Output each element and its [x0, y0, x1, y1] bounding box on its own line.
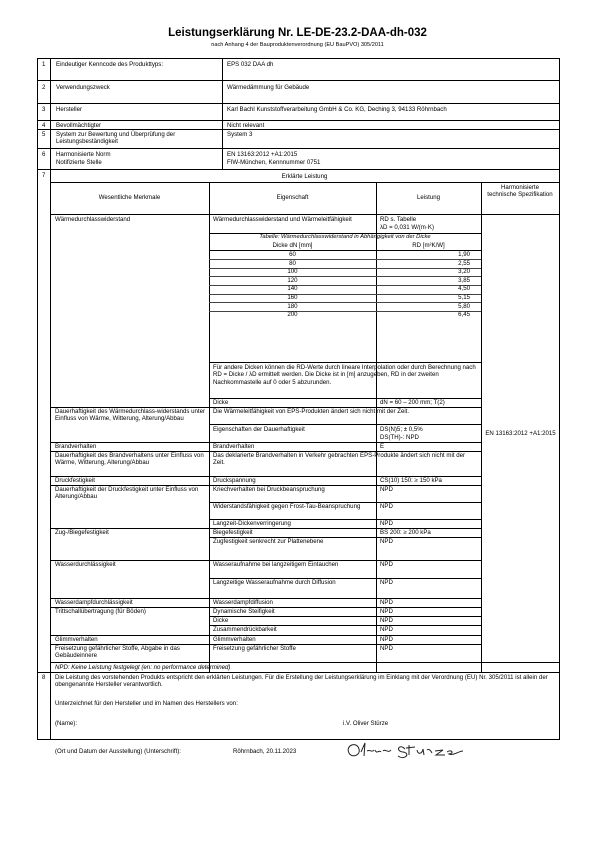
- row-label: Eindeutiger Kenncode des Produkttyps:: [56, 61, 164, 68]
- rd-table-thickness: 80: [289, 259, 296, 267]
- leistung-value: NPD: [380, 579, 393, 586]
- row-value: FIW-München, Kennnummer 0751: [227, 159, 321, 166]
- merkmal-label: Druckfestigkeit: [55, 477, 95, 484]
- info-text: Das deklarierte Brandverhalten in Verkehr gebrachten EPS-Produkte ändert sich nicht mit der Zeit.: [213, 452, 466, 467]
- eigenschaft-label: Dicke: [213, 617, 229, 624]
- merkmal-label: Dauerhaftigkeit des Wärmedurchlass-widerstands unter Einfluss von Wärme, Witterung, Alterung/Abbau: [55, 408, 206, 423]
- name-label: (Name):: [55, 720, 78, 727]
- col-header: Leistung: [416, 194, 441, 201]
- document-title: Leistungserklärung Nr. LE-DE-23.2-DAA-dh-032: [168, 27, 427, 39]
- handwritten-signature: [343, 739, 503, 761]
- eigenschaft-label: Wasserdampfdiffusion: [213, 599, 273, 606]
- eigenschaft-label: Brandverhalten: [213, 443, 255, 450]
- rd-table-caption: Tabelle: Wärmedurchlasswiderstand in Abhängigkeit von der Dicke: [259, 234, 431, 240]
- merkmal-label: Dauerhaftigkeit des Brandverhaltens unter Einfluss von Wärme, Witterung, Alterung/Abbau: [55, 452, 204, 467]
- eigenschaft-label: Biegefestigkeit: [213, 529, 253, 536]
- row-value: Nicht relevant: [227, 122, 265, 129]
- rd-table-thickness: 200: [287, 311, 298, 319]
- eigenschaft-label: Langzeitige Wasseraufnahme durch Diffusion: [213, 579, 336, 586]
- col-header: Eigenschaft: [276, 194, 309, 201]
- rd-table-header: RD [m²K/W]: [412, 242, 445, 249]
- row-value: EPS 032 DAA dh: [227, 61, 274, 68]
- row-number: 6: [42, 151, 46, 158]
- row-number: 5: [42, 131, 46, 138]
- eigenschaft-label: Zusammendrückbarkeit: [213, 626, 277, 633]
- leistung-value: E: [380, 443, 385, 450]
- eigenschaft-label: Druckspannung: [213, 477, 256, 484]
- eigenschaft-label: Kriechverhalten bei Druckbeanspruchung: [213, 486, 325, 493]
- rd-table-value: 3,85: [458, 276, 470, 284]
- eigenschaft-label: Dynamische Steifigkeit: [213, 608, 275, 615]
- leistung-value: NPD: [380, 617, 393, 624]
- leistung-value: BS 200: ≥ 200 kPa: [380, 529, 431, 536]
- rd-table-thickness: 100: [287, 268, 298, 276]
- merkmal-label: Wärmedurchlasswiderstand: [55, 216, 131, 223]
- eigenschaft-label: Langzeit-Dickenverringerung: [213, 520, 291, 527]
- merkmal-label: Brandverhalten: [55, 443, 97, 450]
- leistung-value: NPD: [380, 503, 393, 510]
- leistung-value: NPD: [380, 636, 393, 643]
- merkmal-label: Glimmverhalten: [55, 636, 98, 643]
- rd-table-value: 3,20: [458, 268, 470, 276]
- leistung-value: DS(N)5; ± 0,5%: [380, 426, 423, 433]
- spec-value: EN 13163:2012 +A1:2015: [485, 430, 556, 437]
- eigenschaft-label: Freisetzung gefährlicher Stoffe: [213, 645, 296, 652]
- row-number: 4: [42, 122, 46, 129]
- rd-table-value: 1,90: [458, 251, 470, 258]
- col-header: Wesentliche Merkmale: [98, 194, 161, 201]
- merkmal-label: Freisetzung gefährlicher Stoffe, Abgabe in das Gebäudeinnere: [55, 645, 180, 660]
- row-value: Wärmedämmung für Gebäude: [227, 84, 310, 91]
- rd-table-thickness: 60: [289, 251, 296, 258]
- leistung-value: DS(TH)-: NPD: [380, 434, 419, 441]
- merkmal-label: Dauerhaftigkeit der Druckfestigkeit unter Einfluss von Alterung/Abbau: [55, 486, 199, 501]
- npd-note: NPD: Keine Leistung festgelegt (en: no performance determined): [55, 664, 231, 671]
- row-value: EN 13163:2012 +A1:2015: [227, 151, 298, 158]
- leistung-value: NPD: [380, 599, 393, 606]
- rd-table-thickness: 120: [287, 276, 298, 284]
- row-label: Bevollmächtigter: [56, 122, 102, 129]
- row-value: System 3: [227, 131, 253, 138]
- declaration-table: [37, 58, 560, 755]
- merkmal-label: Wasserdampfdurchlässigkeit: [55, 599, 133, 606]
- eigenschaft-label: Glimmverhalten: [213, 636, 256, 643]
- rd-table-value: 4,50: [458, 285, 470, 293]
- row-value: Karl Bachl Kunststoffverarbeitung GmbH & Co. KG, Deching 3, 94133 Röhrnbach: [227, 106, 447, 113]
- merkmal-label: Trittschallübertragung (für Böden): [55, 608, 146, 615]
- info-text: Die Wärmeleitfähigkeit von EPS-Produkten ändert sich nicht mit der Zeit.: [213, 408, 410, 415]
- eigenschaft-label: Eigenschaften der Dauerhaftigkeit: [213, 426, 305, 433]
- merkmal-label: Zug-/Biegefestigkeit: [55, 529, 109, 536]
- row-label: Notifizierte Stelle: [56, 159, 102, 166]
- leistung-value: NPD: [380, 645, 393, 652]
- document-subtitle: nach Anhang 4 der Bauproduktenverordnung (EU BauPVO) 305/2011: [211, 42, 384, 48]
- rd-table-header: Dicke dN [mm]: [272, 242, 313, 249]
- interpolation-note: Für andere Dicken können die RD-Werte durch lineare Interpolation oder durch Berechnung nach RD = Dicke / λD ermittelt werden. Die Dicke ist in [m] anzugeben, RD in der zweiten Nachkommastelle auf 0 oder 5 abzurunden.: [213, 364, 476, 386]
- leistung-value: NPD: [380, 486, 393, 493]
- leistung-value: RD s. Tabelle: [380, 216, 417, 223]
- rd-table-value: 5,15: [458, 294, 470, 301]
- row-label: Harmonisierte Norm: [56, 151, 111, 158]
- place-date-value: Röhrnbach, 20.11.2023: [233, 748, 297, 755]
- signed-for-text: Unterzeichnet für den Hersteller und im Namen des Herstellers von:: [55, 700, 238, 707]
- row-number: 2: [42, 84, 46, 91]
- leistung-value: CS(10) 150: ≥ 150 kPa: [380, 477, 442, 484]
- row-number: 7: [42, 172, 46, 179]
- leistung-value: NPD: [380, 608, 393, 615]
- name-value: i.V. Oliver Stürze: [343, 720, 389, 727]
- leistung-value: λD = 0,031 W/(m·K): [380, 224, 435, 231]
- rd-table-value: 5,80: [458, 302, 470, 310]
- leistung-value: NPD: [380, 520, 393, 527]
- rd-table-value: 2,55: [458, 259, 470, 267]
- rd-table-value: 6,45: [458, 311, 470, 319]
- conformity-text: Die Leistung des vorstehenden Produkts entspricht den erklärten Leistungen. Für die Erstellung der Leistungserklärung im Einklang mit der Verordnung (EU) Nr. 305/2011 ist allein der obengenannte Hersteller verantwortlich.: [55, 674, 548, 689]
- eigenschaft-label: Wärmedurchlasswiderstand und Wärmeleitfähigkeit: [213, 216, 352, 223]
- rd-table-thickness: 160: [287, 294, 298, 301]
- eigenschaft-label: Zugfestigkeit senkrecht zur Plattenebene: [213, 538, 324, 545]
- leistung-value: NPD: [380, 538, 393, 545]
- leistung-value: NPD: [380, 626, 393, 633]
- rd-table-thickness: 180: [287, 302, 298, 310]
- eigenschaft-label: Dicke: [213, 399, 229, 406]
- eigenschaft-label: Wasseraufnahme bei langzeitigem Eintauchen: [213, 561, 339, 568]
- row-label: Verwendungszweck: [56, 84, 110, 91]
- merkmal-label: Wasserdurchlässigkeit: [55, 561, 116, 568]
- rd-table-thickness: 140: [287, 285, 298, 293]
- row-number: 1: [42, 61, 46, 68]
- col-header: Harmonisierte technische Spezifikation: [487, 184, 553, 199]
- eigenschaft-label: Widerstandsfähigkeit gegen Frost-Tau-Beanspruchung: [213, 503, 361, 510]
- place-label: (Ort und Datum der Ausstellung) (Unterschrift):: [55, 748, 181, 755]
- leistung-value: dN = 60 – 200 mm; T(2): [380, 399, 445, 406]
- row-number: 8: [42, 674, 46, 681]
- row-number: 3: [42, 106, 46, 113]
- row-label: Hersteller: [56, 106, 83, 113]
- row-label: System zur Bewertung und Überprüfung der Leistungsbeständigkeit: [56, 131, 176, 146]
- performance-heading: Erklärte Leistung: [281, 173, 328, 180]
- leistung-value: NPD: [380, 561, 393, 568]
